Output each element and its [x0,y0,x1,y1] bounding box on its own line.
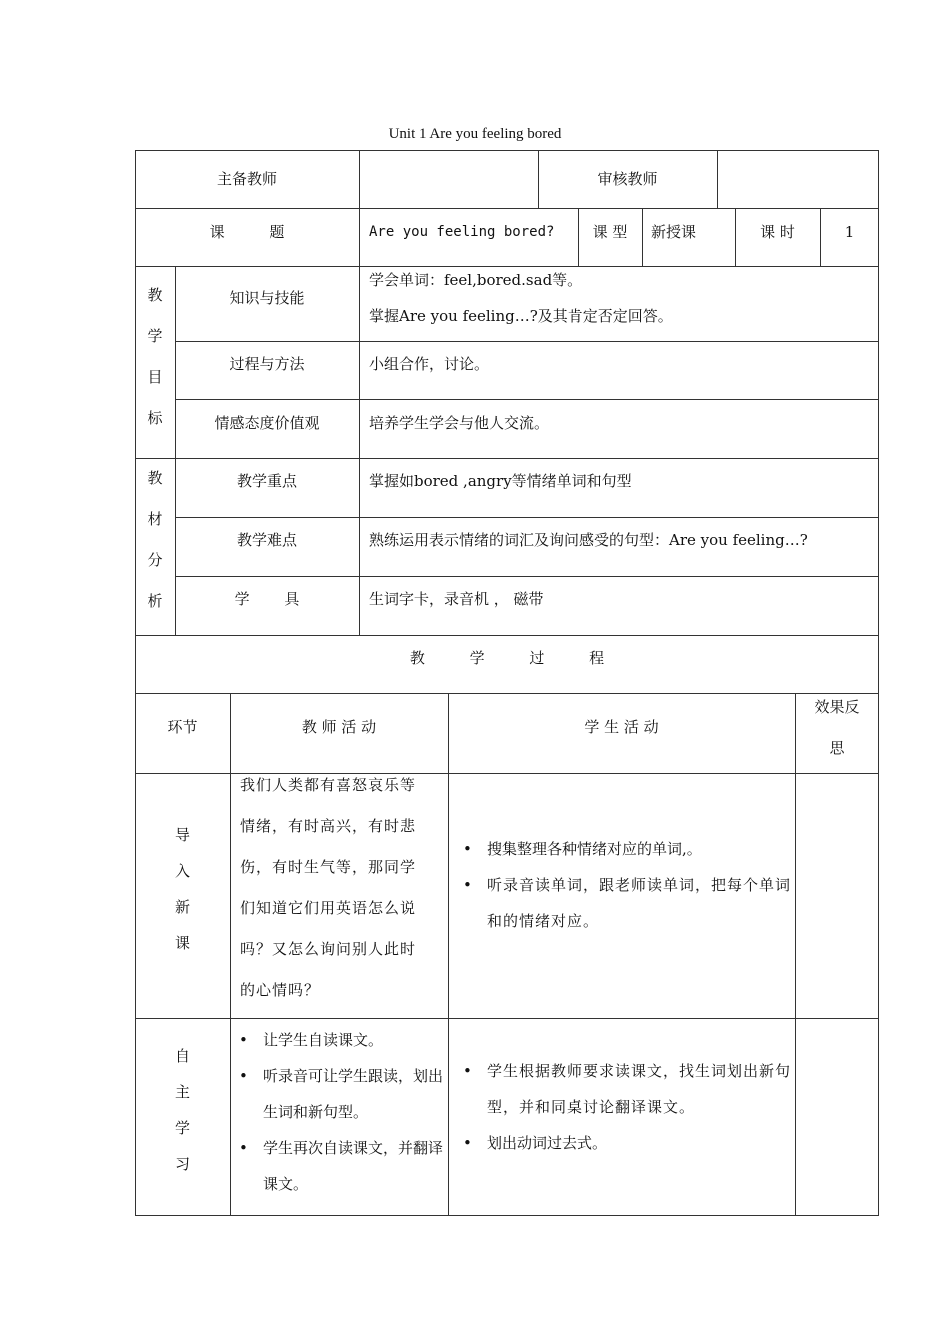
row-divider [135,693,879,694]
list-item: • 学生再次自读课文，并翻译课文。 [233,1130,443,1202]
list-item: • 让学生自读课文。 [233,1022,443,1058]
col-divider [642,208,643,266]
difficulty-value: 熟练运用表示情绪的词汇及询问感受的句型：Are you feeling…? [369,531,808,549]
intro-teacher-activity: 我们人类都有喜怒哀乐等 情绪，有时高兴，有时悲 伤，有时生气等，那同学 们知道它们用英语怎么说 吗？又怎么询问别人此时 的心情吗？ [240,776,417,999]
analysis-group-label: 教 材 分 析 [147,469,163,610]
stage-column-header: 环节 [167,718,198,736]
row-divider [135,1018,879,1019]
emotion-label: 情感态度价值观 [214,414,320,432]
review-teacher-label: 审核教师 [597,170,658,188]
process-method-value: 小组合作，讨论。 [369,355,490,373]
row-divider [175,517,879,518]
tools-label: 学 具 [234,590,300,608]
lead-teacher-label: 主备教师 [216,170,277,188]
row-divider [175,576,879,577]
col-divider [359,208,360,266]
col-divider [175,266,176,635]
col-divider [359,266,360,635]
reflection-header: 效果反 [814,698,860,716]
process-heading: 教 学 过 程 [409,649,605,667]
row-divider [175,399,879,400]
row-divider [135,635,879,636]
list-item: • 划出动词过去式。 [457,1125,793,1161]
student-activity-header: 学 生 活 动 [584,718,659,736]
emotion-value: 培养学生学会与他人交流。 [369,414,550,432]
row-divider [135,458,879,459]
period-value: 1 [844,223,855,241]
difficulty-label: 教学难点 [236,531,297,549]
knowledge-line: 掌握Are you feeling…?及其肯定否定回答。 [369,307,673,325]
list-item: • 听录音读单词，跟老师读单词，把每个单词和的情绪对应。 [457,867,793,939]
col-divider [795,693,796,1216]
row-divider [175,341,879,342]
col-divider [448,693,449,1216]
document-title: Unit 1 Are you feeling bored [388,126,562,142]
goals-group-label: 教 学 目 标 [147,286,163,427]
knowledge-label: 知识与技能 [229,289,305,307]
col-divider [717,150,718,208]
list-item: • 听录音可让学生跟读，划出生词和新句型。 [233,1058,443,1130]
tools-value: 生词字卡，录音机 ， 磁带 [369,590,544,608]
col-divider [230,693,231,1216]
intro-student-activity [457,831,793,939]
stage-intro: 导 入 新 课 [174,826,190,952]
teacher-activity-header: 教 师 活 动 [301,718,377,736]
self-study-student-activity [457,1053,793,1161]
key-point-label: 教学重点 [236,472,297,490]
row-divider [135,266,879,267]
stage-self-study: 自 主 学 习 [174,1047,190,1173]
list-item: • 学生根据教师要求读课文，找生词划出新句型，并和同桌讨论翻译课文。 [457,1053,793,1125]
col-divider [359,150,360,208]
knowledge-line: 学会单词：feel,bored.sad等。 [369,271,583,289]
row-divider [135,208,879,209]
period-label: 课 时 [760,223,795,241]
process-method-label: 过程与方法 [229,355,305,373]
reflection-header: 思 [829,739,845,757]
topic-label: 课 题 [209,223,285,241]
topic-value: Are you feeling bored? [369,224,555,240]
lesson-type-value: 新授课 [651,223,697,241]
self-study-teacher-activity [233,1022,443,1202]
key-point-value: 掌握如bored ,angry等情绪单词和句型 [369,472,632,490]
lesson-type-label: 课 型 [592,223,628,241]
list-item: • 搜集整理各种情绪对应的单词,。 [457,831,793,867]
